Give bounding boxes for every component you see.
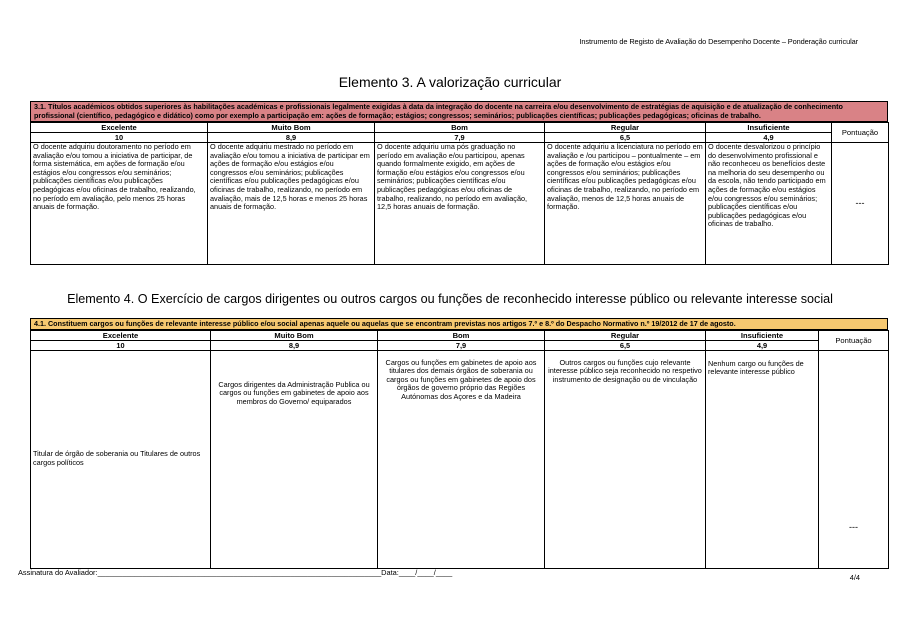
element4-table (30, 330, 889, 569)
level-excelente: Excelente (31, 123, 208, 133)
score-regular: 6,5 (545, 133, 706, 143)
element4-banner: 4.1. Constituem cargos ou funções de relevante interesse público e/ou social apenas aquele ou aquelas que se encontram previstas nos artigos 7.º e 8.º do Despacho Normativo n.º 19/2012 de 17 de agosto. (30, 318, 888, 330)
document-header: Instrumento de Registo de Avaliação do Desempenho Docente – Ponderação curricular (579, 37, 858, 46)
desc-excelente: O docente adquiriu doutoramento no período em avaliação e/ou tomou a iniciativa de participar, de forma sistemática, em ações de formação e/ou estágios e/ou congressos e/ou seminários; publicações científicas e/ou publicações pedagógicas e/ou oficinas de trabalho, realizando, no período em avaliação, pelo menos 25 horas anuais de formação. (31, 143, 208, 265)
signature-line: Assinatura do Avaliador:_____________________________________________________________________Data:____/____/____ (18, 568, 453, 577)
desc-insuficiente: Nenhum cargo ou funções de relevante interesse público (706, 350, 819, 568)
score-excelente: 10 (31, 340, 211, 350)
level-muito-bom: Muito Bom (208, 123, 375, 133)
desc-regular: O docente adquiriu a licenciatura no período em avaliação e /ou participou – pontualmente – em ações de formação e/ou estágios e/ou congressos e/ou seminários; publicações científicas e/ou publicações pedagógicas e/ou oficinas de trabalho, realizando, no período em avaliação, menos de 12,5 horas anuais de formação. (545, 143, 706, 265)
element3-table (30, 122, 889, 265)
pontuacao-value: --- (819, 350, 889, 568)
desc-bom: O docente adquiriu uma pós graduação no período em avaliação e/ou participou, apenas quando formalmente exigido, em ações de formação e/ou estágios e/ou congressos e/ou seminários; publicações científicas e/ou publicações pedagógicas e/ou oficinas de trabalho, realizando, no período em avaliação, 12,5 horas anuais de formação. (375, 143, 545, 265)
score-bom: 7,9 (375, 133, 545, 143)
desc-insuficiente: O docente desvalorizou o princípio do desenvolvimento profissional e não reconheceu os benefícios deste na melhoria do seu desempenho ou da escola, não tendo participado em ações de formação e/ou estágios e/ou congressos e/ou seminários; publicações científicas e/ou publicações pedagógicas e/ou oficinas de trabalho. (706, 143, 832, 265)
level-bom: Bom (375, 123, 545, 133)
level-regular: Regular (545, 330, 706, 340)
level-insuficiente: Insuficiente (706, 123, 832, 133)
score-muito-bom: 8,9 (211, 340, 378, 350)
score-muito-bom: 8,9 (208, 133, 375, 143)
score-excelente: 10 (31, 133, 208, 143)
element4-title: Elemento 4. O Exercício de cargos dirigentes ou outros cargos ou funções de reconhecido interesse público ou relevante interesse social (67, 292, 833, 306)
score-regular: 6,5 (545, 340, 706, 350)
pontuacao-header: Pontuação (819, 330, 889, 350)
desc-bom: Cargos ou funções em gabinetes de apoio aos titulares dos demais órgãos de soberania ou cargos ou funções em gabinetes de apoio dos órgãos de governo próprio das Regiões Autónomas dos Açores e da Madeira (378, 350, 545, 568)
level-insuficiente: Insuficiente (706, 330, 819, 340)
level-muito-bom: Muito Bom (211, 330, 378, 340)
score-bom: 7,9 (378, 340, 545, 350)
score-insuficiente: 4,9 (706, 133, 832, 143)
pontuacao-header: Pontuação (832, 123, 889, 143)
level-bom: Bom (378, 330, 545, 340)
desc-excelente: Titular de órgão de soberania ou Titulares de outros cargos políticos (31, 350, 211, 568)
desc-muito-bom: Cargos dirigentes da Administração Publica ou cargos ou funções em gabinetes de apoio aos membros do Governo/ equiparados (211, 350, 378, 568)
level-excelente: Excelente (31, 330, 211, 340)
pontuacao-value: --- (832, 143, 889, 265)
page-number: 4/4 (849, 573, 860, 582)
element3-banner: 3.1. Títulos académicos obtidos superiores às habilitações académicas e profissionais legalmente exigidas à data da integração do docente na carreira e/ou desenvolvimento de estratégias de aquisição e de atualização de conhecimento profissional (científico, pedagógico e didático) como por exemplo a participação em: ações de formação; estágios; congressos; seminários; publicações científicas; publicações pedagógicas; oficinas de trabalho. (30, 101, 888, 122)
level-regular: Regular (545, 123, 706, 133)
element4-section (30, 318, 888, 569)
element3-section (30, 101, 888, 265)
desc-muito-bom: O docente adquiriu mestrado no período em avaliação e/ou tomou a iniciativa de participar em ações de formação e/ou estágios e/ou congressos e/ou seminários; publicações científicas e/ou publicações pedagógicas e/ou oficinas de trabalho, realizando, no período em avaliação, mais de 12,5 horas e menos 25 horas anuais de formação. (208, 143, 375, 265)
desc-regular: Outros cargos ou funções cujo relevante interesse público seja reconhecido no respetivo instrumento de designação ou de vinculação (545, 350, 706, 568)
element3-title: Elemento 3. A valorização curricular (338, 74, 562, 90)
score-insuficiente: 4,9 (706, 340, 819, 350)
